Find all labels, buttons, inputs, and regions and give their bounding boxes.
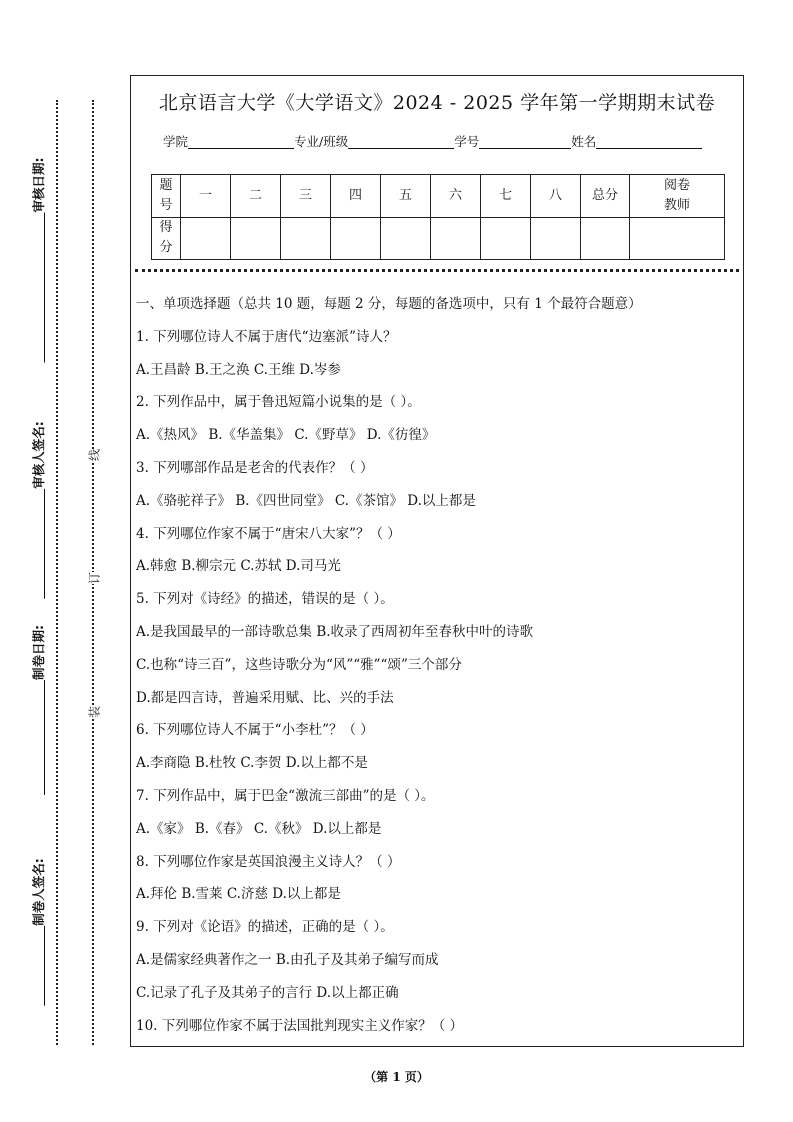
cell-col-3: 三 [281, 175, 331, 218]
score-cell[interactable] [531, 217, 581, 260]
option-line: C.记录了孔子及其弟子的言行 D.以上都正确 [136, 984, 399, 1001]
question-line: 3. 下列哪部作品是老舍的代表作？（ ） [136, 459, 374, 476]
question-line: 2. 下列作品中，属于鲁迅短篇小说集的是（ ）。 [136, 394, 421, 411]
score-table-score-row [152, 217, 725, 260]
cell-col-1: 一 [181, 175, 231, 218]
score-cell[interactable] [481, 217, 531, 260]
cell-col-8: 八 [531, 175, 581, 218]
field-id-blank[interactable] [479, 136, 571, 149]
option-line: A.韩愈 B.柳宗元 C.苏轼 D.司马光 [136, 558, 341, 575]
cut-mark-bind: 订 [84, 572, 105, 584]
student-info-row [163, 132, 702, 150]
exam-title: 北京语言大学《大学语文》2024 - 2025 学年第一学期期末试卷 [158, 92, 716, 114]
option-line: A.拜伦 B.雪莱 C.济慈 D.以上都是 [136, 886, 341, 903]
field-name-label: 姓名 [571, 134, 597, 149]
binding-line-left [56, 100, 58, 1045]
cell-col-total: 总分 [581, 175, 630, 218]
cell-question-label: 题 号 [152, 175, 181, 218]
maker-sign-label: 制卷人签名: [29, 858, 47, 1006]
field-college-blank[interactable] [188, 136, 294, 149]
option-line: A.是我国最早的一部诗歌总集 B.收录了西周初年至春秋中叶的诗歌 [136, 623, 534, 640]
question-line: 6. 下列哪位诗人不属于“小李杜”？（ ） [136, 722, 374, 739]
cell-score-label: 得 分 [152, 217, 181, 260]
option-line: D.都是四言诗，普遍采用赋、比、兴的手法 [136, 689, 394, 706]
option-line: A.《骆驼祥子》 B.《四世同堂》 C.《茶馆》 D.以上都是 [136, 492, 476, 509]
question-line: 4. 下列哪位作家不属于“唐宋八大家”？（ ） [136, 525, 401, 542]
question-line: 10. 下列哪位作家不属于法国批判现实主义作家？（ ） [136, 1017, 464, 1034]
field-id-label: 学号 [454, 134, 480, 149]
cell-col-6: 六 [431, 175, 481, 218]
option-line: A.是儒家经典著作之一 B.由孔子及其弟子编写而成 [136, 951, 439, 968]
option-line: C.也称“诗三百”，这些诗歌分为“风”“雅”“颂”三个部分 [136, 656, 462, 673]
maker-date-label: 制卷日期: [29, 625, 47, 795]
score-cell[interactable] [431, 217, 481, 260]
field-name-blank[interactable] [596, 136, 702, 149]
cut-mark-pack: 装 [84, 706, 105, 718]
grader-cell[interactable] [630, 217, 725, 260]
dotted-separator [135, 269, 739, 272]
question-section [136, 288, 742, 1042]
question-line: 8. 下列哪位作家是英国浪漫主义诗人？（ ） [136, 853, 401, 870]
question-line: 7. 下列作品中，属于巴金“激流三部曲”的是（ ）。 [136, 787, 435, 804]
question-line: 9. 下列对《论语》的描述，正确的是（ ）。 [136, 919, 394, 936]
score-cell[interactable] [181, 217, 231, 260]
score-cell[interactable] [331, 217, 381, 260]
option-line: A.《家》 B.《春》 C.《秋》 D.以上都是 [136, 820, 382, 837]
score-table-header-row [152, 175, 725, 218]
cell-col-7: 七 [481, 175, 531, 218]
cell-col-4: 四 [331, 175, 381, 218]
score-table [151, 174, 725, 260]
score-cell[interactable] [231, 217, 281, 260]
score-cell[interactable] [281, 217, 331, 260]
score-cell-total[interactable] [581, 217, 630, 260]
page-number: （第 1 页） [364, 1070, 429, 1084]
option-line: A.李商隐 B.杜牧 C.李贺 D.以上都不是 [136, 755, 368, 772]
cell-grader-label: 阅卷 教师 [630, 175, 725, 218]
field-major-label: 专业/班级 [294, 134, 349, 149]
cell-col-5: 五 [381, 175, 431, 218]
cut-mark-line: 线 [84, 449, 105, 461]
question-line: 5. 下列对《诗经》的描述，错误的是（ ）。 [136, 591, 394, 608]
option-line: A.《热风》 B.《华盖集》 C.《野草》 D.《彷徨》 [136, 427, 436, 444]
field-major-blank[interactable] [348, 136, 454, 149]
question-line: 1. 下列哪位诗人不属于唐代“边塞派”诗人？ [136, 328, 397, 345]
reviewer-date-label: 审核日期: [29, 158, 47, 363]
cell-col-2: 二 [231, 175, 281, 218]
section-heading: 一、单项选择题（总共 10 题，每题 2 分，每题的备选项中，只有 1 个最符合题意） [136, 296, 642, 312]
reviewer-sign-label: 审核人签名: [29, 421, 47, 599]
exam-frame [130, 75, 744, 1047]
option-line: A.王昌龄 B.王之涣 C.王维 D.岑参 [136, 361, 341, 378]
score-cell[interactable] [381, 217, 431, 260]
field-college-label: 学院 [163, 134, 189, 149]
